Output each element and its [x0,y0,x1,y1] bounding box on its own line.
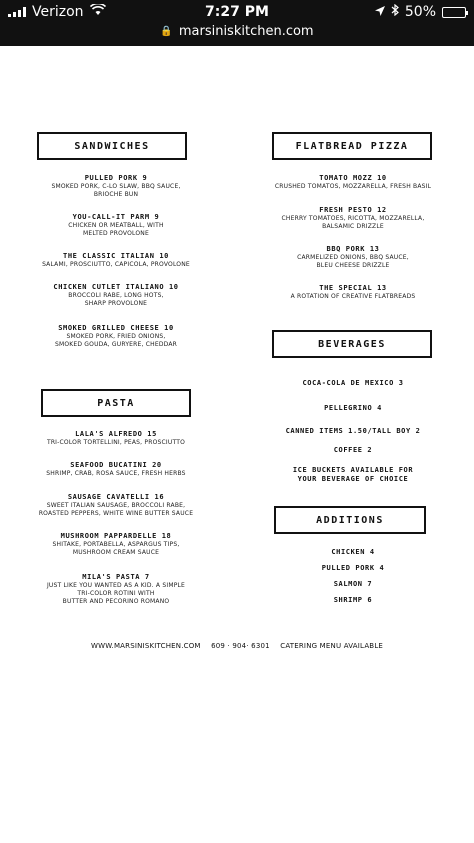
item-name: YOU-CALL-IT PARM 9 [72,213,160,221]
menu-item [248,427,458,436]
item-description: SWEET ITALIAN SAUSAGE, BROCCOLI RABE, ROASTED PEPPERS, WHITE WINE BUTTER SAUCE [38,502,194,517]
menu-item [16,461,216,478]
menu-item [248,446,458,455]
item-name: MILA'S PASTA 7 [82,573,150,581]
location-icon [375,4,385,20]
item-name: CANNED ITEMS 1.50/TALL BOY 2 [285,427,421,435]
menu-item [248,245,458,270]
menu-item [16,430,216,447]
item-name: MUSHROOM PAPPARDELLE 18 [60,532,172,540]
item-description: TRI-COLOR TORTELLINI, PEAS, PROSCIUTTO [46,439,186,446]
item-description: A ROTATION OF CREATIVE FLATBREADS [290,293,416,300]
item-description: SALAMI, PROSCIUTTO, CAPICOLA, PROVOLONE [42,261,190,268]
item-name: PULLED PORK 9 [84,174,148,182]
item-name: FRESH PESTO 12 [319,206,387,214]
item-name: BBQ PORK 13 [326,245,380,253]
section-heading-additions: ADDITIONS [274,506,426,534]
menu-footer [0,642,474,650]
bluetooth-icon [391,4,399,20]
menu-item [16,252,216,269]
status-icons [375,4,466,20]
menu-item [248,379,458,388]
item-name: SALMON 7 [333,580,373,588]
item-name: THE CLASSIC ITALIAN 10 [63,252,169,260]
item-description: BROCCOLI RABE, LONG HOTS, SHARP PROVOLONE [68,292,164,307]
item-description: SHRIMP, CRAB, ROSA SAUCE, FRESH HERBS [46,470,186,477]
footer-catering: CATERING MENU AVAILABLE [280,642,384,650]
item-description: JUST LIKE YOU WANTED AS A KID. A SIMPLE TRI-COLOR ROTINI WITH BUTTER AND PECORINO ROMANO [46,582,186,605]
item-name: CHICKEN 4 [331,548,375,556]
menu-item [16,324,216,349]
menu-item [16,174,216,199]
section-heading-sandwiches: SANDWICHES [37,132,187,160]
item-description: SMOKED PORK, C-LO SLAW, BBQ SAUCE, BRIOCHE BUN [51,183,181,198]
menu-item [248,564,458,573]
footer-phone[interactable]: 609 · 904· 6301 [211,642,270,650]
item-description: CARMELIZED ONIONS, BBQ SAUCE, BLEU CHEESE DRIZZLE [297,254,409,269]
item-name: PELLEGRINO 4 [324,404,382,412]
item-name: CHICKEN CUTLET ITALIANO 10 [53,283,179,291]
menu-item [16,573,216,606]
section-heading-beverages: BEVERAGES [272,330,432,358]
item-name: THE SPECIAL 13 [319,284,387,292]
menu-item [248,596,458,605]
battery-percent: 50% [404,4,436,20]
item-description: CHERRY TOMATOES, RICOTTA, MOZZARELLA, BALSAMIC DRIZZLE [281,215,425,230]
menu-item [16,493,216,518]
item-name: PULLED PORK 4 [321,564,385,572]
menu-item [16,213,216,238]
item-description: SMOKED PORK, FRIED ONIONS, SMOKED GOUDA, GURYERE, CHEDDAR [54,333,178,348]
ios-status-bar [0,0,474,46]
menu-item [248,174,458,191]
item-name: LALA'S ALFREDO 15 [75,430,157,438]
item-name: COFFEE 2 [333,446,373,454]
footer-website[interactable]: WWW.MARSINISKITCHEN.COM [90,642,201,650]
menu-item [248,548,458,557]
lock-icon: 🔒 [160,26,173,37]
menu-item [248,466,458,484]
section-heading-pasta: PASTA [41,389,191,417]
item-name: SHRIMP 6 [333,596,373,604]
item-description: CRUSHED TOMATOS, MOZZARELLA, FRESH BASIL [274,183,432,190]
item-description: CHICKEN OR MEATBALL, WITH MELTED PROVOLONE [68,222,164,237]
menu-item [248,284,458,301]
item-name: TOMATO MOZZ 10 [319,174,387,182]
menu-item [16,283,216,308]
section-heading-flatbread-pizza: FLATBREAD PIZZA [272,132,432,160]
item-name: SEAFOOD BUCATINI 20 [70,461,162,469]
item-name: COCA-COLA DE MEXICO 3 [302,379,404,387]
url-bar[interactable] [0,24,474,39]
item-description: SHITAKE, PORTABELLA, ASPARGUS TIPS, MUSHROOM CREAM SAUCE [52,541,180,556]
menu-page [0,46,474,843]
menu-item [248,580,458,589]
url-text: marsiniskitchen.com [178,24,314,39]
carrier-label: Verizon [32,4,84,20]
item-name: SAUSAGE CAVATELLI 16 [67,493,165,501]
menu-item [16,532,216,557]
battery-icon [442,7,466,18]
menu-item [248,206,458,231]
menu-item [248,404,458,413]
clock: 7:27 PM [205,4,269,20]
item-name: ICE BUCKETS AVAILABLE FOR YOUR BEVERAGE OF CHOICE [292,466,414,483]
item-name: SMOKED GRILLED CHEESE 10 [58,324,174,332]
